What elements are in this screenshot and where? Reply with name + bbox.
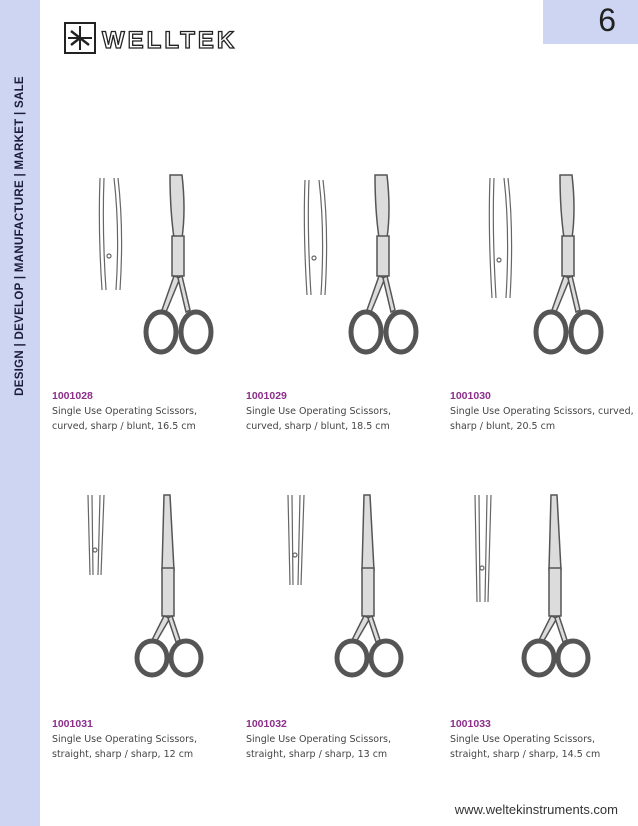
- desc-line1: Single Use Operating Scissors,: [450, 734, 595, 745]
- tagline: DESIGN | DEVELOP | MANUFACTURE | MARKET | SALE: [14, 76, 26, 396]
- product-code: 1001028: [52, 390, 93, 402]
- product-image: [278, 490, 418, 680]
- desc-line1: Single Use Operating Scissors,: [246, 734, 391, 745]
- product-description: [450, 404, 638, 434]
- desc-line2: straight, sharp / sharp, 13 cm: [246, 749, 388, 760]
- product-description: [450, 732, 638, 762]
- desc-line2: sharp / blunt, 20.5 cm: [450, 421, 556, 432]
- desc-line2: straight, sharp / sharp, 12 cm: [52, 749, 194, 760]
- product-image: [465, 490, 605, 680]
- desc-line2: curved, sharp / blunt, 18.5 cm: [246, 421, 390, 432]
- product-description: [246, 732, 436, 762]
- website-link[interactable]: www.weltekinstruments.com: [454, 802, 618, 817]
- product-image: [480, 170, 610, 360]
- side-bar: [0, 0, 40, 826]
- page-badge: [543, 0, 638, 44]
- desc-line1: Single Use Operating Scissors, curved,: [450, 406, 634, 417]
- product-image: [78, 490, 218, 680]
- product-code: 1001032: [246, 718, 287, 730]
- product-code: 1001030: [450, 390, 491, 402]
- desc-line2: curved, sharp / blunt, 16.5 cm: [52, 421, 196, 432]
- desc-line1: Single Use Operating Scissors,: [246, 406, 391, 417]
- logo-text: WELLTEK: [102, 27, 238, 54]
- product-description: [52, 732, 242, 762]
- desc-line1: Single Use Operating Scissors,: [52, 406, 197, 417]
- desc-line2: straight, sharp / sharp, 14.5 cm: [450, 749, 601, 760]
- product-description: [246, 404, 436, 434]
- welltek-logo: [62, 20, 272, 56]
- product-code: 1001033: [450, 718, 491, 730]
- product-code: 1001029: [246, 390, 287, 402]
- desc-line1: Single Use Operating Scissors,: [52, 734, 197, 745]
- product-image: [90, 170, 220, 360]
- product-code: 1001031: [52, 718, 93, 730]
- product-description: [52, 404, 242, 434]
- page-number: 6: [598, 2, 616, 38]
- product-image: [295, 170, 425, 360]
